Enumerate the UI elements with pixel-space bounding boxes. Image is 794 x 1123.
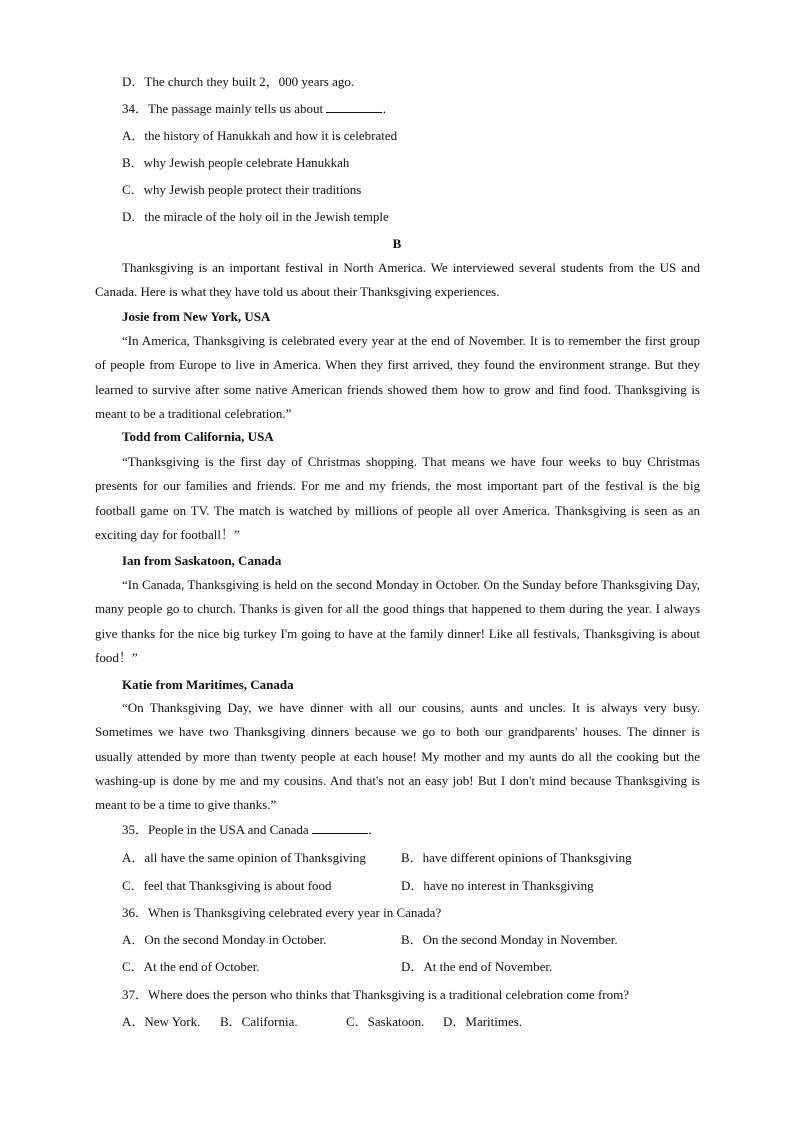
q34-stem-text: 34．The passage mainly tells us about bbox=[122, 101, 324, 116]
intro-paragraph: Thanksgiving is an important festival in North America. We interviewed several students from the US and Canada. Here is what they have told us about their Thanksgiving experiences. bbox=[95, 260, 700, 300]
answer-blank bbox=[326, 112, 382, 113]
section-heading: B bbox=[392, 236, 402, 251]
q37-stem: 37．Where does the person who thinks that Thanksgiving is a traditional celebration come from? bbox=[122, 987, 629, 1002]
q34-option-c: C．why Jewish people protect their traditions bbox=[122, 182, 362, 197]
q34-stem-end: ． bbox=[382, 101, 396, 116]
speaker-name-ian: Ian from Saskatoon, Canada bbox=[122, 553, 282, 568]
ian-paragraph: “In Canada, Thanksgiving is held on the second Monday in October. On the Sunday before Thanksgiving Day, many people go to church. Thanks is given for all the good things that happened to them during the year. I always give thanks for the nice big turkey I'm going to have at the family dinner! Like all festivals, Thanksgiving is about food！” bbox=[95, 577, 700, 665]
q37-option-b: B．California. bbox=[220, 1014, 298, 1029]
q36-option-d: D．At the end of November. bbox=[401, 959, 553, 974]
q35-option-a: A．all have the same opinion of Thanksgiving bbox=[122, 850, 366, 865]
q33-option-d: D．The church they built 2，000 years ago. bbox=[122, 74, 355, 89]
speaker-name-katie: Katie from Maritimes, Canada bbox=[122, 677, 294, 692]
q36-stem: 36．When is Thanksgiving celebrated every year in Canada? bbox=[122, 905, 442, 920]
q34-option-a: A．the history of Hanukkah and how it is celebrated bbox=[122, 128, 398, 143]
katie-paragraph: “On Thanksgiving Day, we have dinner with all our cousins, aunts and uncles. It is always very busy. Sometimes we have two Thanksgiving dinners because we go to both our grandparents' houses. The dinner is usually attended by more than twenty people at each house! My mother and my aunts do all the cooking but the washing-up is done by me and my cousins. And that's not an easy job! But I don't mind because Thanksgiving is meant to be a time to give thanks.” bbox=[95, 700, 700, 813]
q36-option-c: C．At the end of October. bbox=[122, 959, 260, 974]
q35-stem-text: 35．People in the USA and Canada bbox=[122, 822, 309, 837]
q37-option-c: C．Saskatoon. bbox=[346, 1014, 425, 1029]
todd-paragraph: “Thanksgiving is the first day of Christmas shopping. That means we have four weeks to buy Christmas presents for our families and friends. For me and my friends, the most important part of the festival is the big football game on TV. The match is watched by millions of people all over America. Thanksgiving is seen as an exciting day for football！” bbox=[95, 454, 700, 542]
q35-option-c: C．feel that Thanksgiving is about food bbox=[122, 878, 332, 893]
q37-option-a: A．New York. bbox=[122, 1014, 201, 1029]
josie-paragraph: “In America, Thanksgiving is celebrated every year at the end of November. It is to remember the first group of people from Europe to live in America. When they first arrived, they found the environment strange. But they learned to survive after some native American friends showed them how to grow and find food. Thanksgiving is meant to be a traditional celebration.” bbox=[95, 333, 700, 421]
q34-option-d: D．the miracle of the holy oil in the Jewish temple bbox=[122, 209, 389, 224]
q36-option-a: A．On the second Monday in October. bbox=[122, 932, 327, 947]
q35-option-d: D．have no interest in Thanksgiving bbox=[401, 878, 594, 893]
q34-option-b: B．why Jewish people celebrate Hanukkah bbox=[122, 155, 350, 170]
q35-stem bbox=[122, 822, 381, 838]
speaker-name-josie: Josie from New York, USA bbox=[122, 309, 271, 324]
speaker-name-todd: Todd from California, USA bbox=[122, 429, 274, 444]
q36-option-b: B．On the second Monday in November. bbox=[401, 932, 618, 947]
q35-stem-end: ． bbox=[367, 822, 381, 837]
answer-blank bbox=[312, 833, 368, 834]
q34-stem bbox=[122, 101, 395, 117]
q35-option-b: B．have different opinions of Thanksgiving bbox=[401, 850, 632, 865]
q37-option-d: D．Maritimes. bbox=[443, 1014, 523, 1029]
